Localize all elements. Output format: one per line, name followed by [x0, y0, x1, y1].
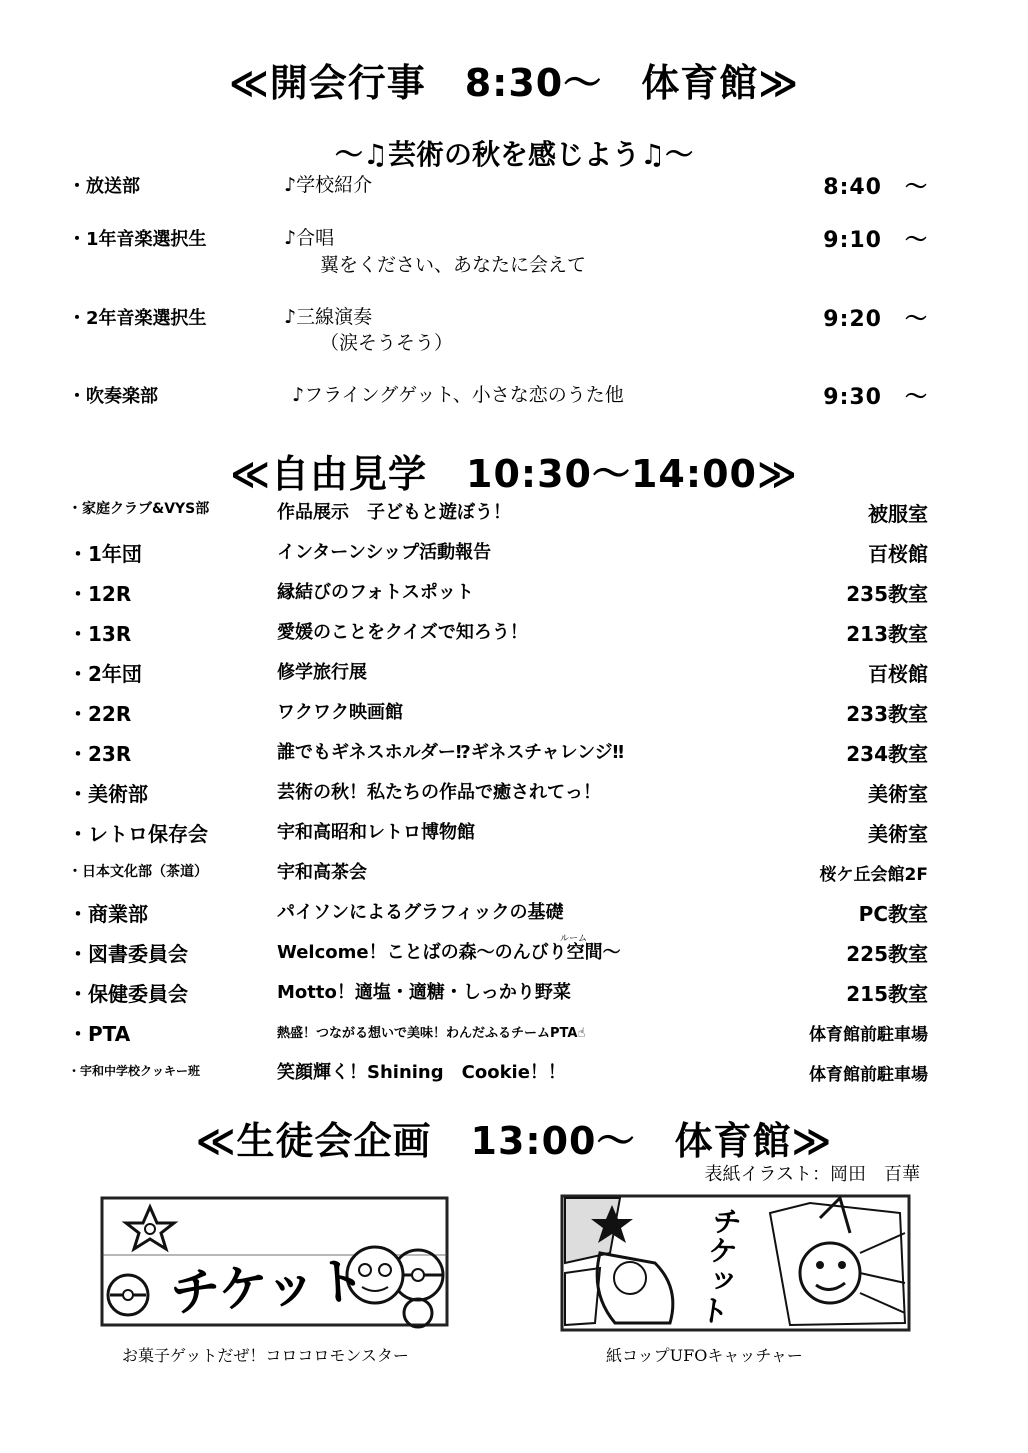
place: PC教室	[858, 902, 928, 926]
tour-row	[0, 778, 1028, 808]
place: 桜ケ丘会館2F	[819, 865, 928, 885]
place: 213教室	[846, 622, 928, 646]
place: 225教室	[846, 942, 928, 966]
group-name: ・家庭クラブ&VYS部	[68, 501, 210, 517]
place: 体育館前駐車場	[809, 1025, 928, 1045]
program-title: 宇和高昭和レトロ博物館	[277, 822, 475, 843]
place: 233教室	[846, 702, 928, 726]
place: 百桜館	[868, 542, 928, 566]
student-council-heading: ≪生徒会企画 13:00～ 体育館≫	[195, 1119, 833, 1163]
place: 215教室	[846, 982, 928, 1006]
illustration-caption-1: お菓子ゲットだぜ！コロコロモンスター	[122, 1346, 409, 1365]
group-name: ・日本文化部（茶道）	[68, 864, 208, 880]
group-name: ・吹奏楽部	[68, 386, 158, 407]
group-name: ・商業部	[68, 902, 148, 926]
tour-row	[0, 618, 1028, 648]
tour-row	[0, 938, 1028, 968]
start-time: 9:10 ～	[823, 228, 928, 253]
place: 美術室	[868, 782, 928, 806]
tour-row	[0, 658, 1028, 688]
group-name: ・美術部	[68, 782, 148, 806]
place: 美術室	[868, 822, 928, 846]
program-title: 作品展示 子どもと遊ぼう！	[277, 502, 511, 523]
program-title: 修学旅行展	[277, 662, 367, 683]
program-title: パイソンによるグラフィックの基礎	[277, 902, 564, 923]
tour-row	[0, 538, 1028, 568]
program-detail: 翼をください、あなたに会えて	[320, 254, 587, 276]
program-title: 誰でもギネスホルダー⁉ギネスチャレンジ‼	[277, 742, 624, 763]
ticket-text: チケット	[168, 1251, 368, 1323]
program-title: ワクワク映画館	[277, 702, 403, 723]
start-time: 8:40 ～	[823, 175, 928, 200]
program-title: 愛媛のことをクイズで知ろう！	[277, 622, 528, 643]
place: 被服室	[868, 502, 928, 526]
free-tour-heading: ≪自由見学 10:30～14:00≫	[230, 452, 798, 496]
ticket-illustration-2	[560, 1193, 912, 1333]
program-title: 宇和高茶会	[277, 862, 367, 883]
place: 234教室	[846, 742, 928, 766]
group-name: ・12R	[68, 582, 132, 606]
program-title: 芸術の秋！私たちの作品で癒されてっ！	[277, 782, 601, 803]
tour-row	[0, 498, 1028, 528]
group-name: ・放送部	[68, 176, 140, 197]
group-name: ・図書委員会	[68, 942, 188, 966]
program-detail: （涙そうそう）	[320, 332, 454, 354]
group-name: ・保健委員会	[68, 982, 188, 1006]
ruby-annotation: ルーム	[560, 934, 588, 944]
tour-row	[0, 1018, 1028, 1048]
program-title: ♪フライングゲット、小さな恋のうた他	[292, 384, 624, 406]
program-row	[0, 170, 1028, 200]
program-row	[0, 223, 1028, 253]
program-title: 笑顔輝く！Shining Cookie！！	[277, 1062, 566, 1083]
start-time: 9:20 ～	[823, 307, 928, 332]
program-title: Motto！適塩・適糖・しっかり野菜	[277, 982, 571, 1003]
program-title: 縁結びのフォトスポット	[277, 582, 474, 603]
group-name: ・2年音楽選択生	[68, 308, 207, 329]
tour-row	[0, 818, 1028, 848]
tour-row	[0, 978, 1028, 1008]
start-time: 9:30 ～	[823, 385, 928, 410]
group-name: ・22R	[68, 702, 132, 726]
program-row	[0, 380, 1028, 410]
group-name: ・宇和中学校クッキー班	[68, 1064, 201, 1078]
group-name: ・1年音楽選択生	[68, 229, 207, 250]
illustration-caption-2: 紙コップUFOキャッチャー	[606, 1346, 803, 1365]
tour-row	[0, 858, 1028, 888]
group-name: ・13R	[68, 622, 132, 646]
tour-row	[0, 738, 1028, 768]
group-name: ・1年団	[68, 542, 142, 566]
tour-row	[0, 578, 1028, 608]
ticket-illustration-1	[100, 1195, 450, 1330]
program-title: 熱盛！つながる想いで美味！わんだふるチームPTA☝	[277, 1026, 586, 1041]
opening-subtitle: ～♫芸術の秋を感じよう♫～	[334, 138, 694, 171]
place: 235教室	[846, 582, 928, 606]
program-title: ♪三線演奏	[284, 306, 373, 328]
place: 体育館前駐車場	[809, 1065, 928, 1085]
ticket-text: チケット	[691, 1203, 744, 1327]
program-title: インターンシップ活動報告	[277, 542, 492, 563]
group-name: ・23R	[68, 742, 132, 766]
group-name: ・レトロ保存会	[68, 822, 208, 846]
opening-heading: ≪開会行事 8:30～ 体育館≫	[228, 61, 800, 105]
place: 百桜館	[868, 662, 928, 686]
program-title: Welcome！ことばの森～のんびり空間～	[277, 942, 621, 963]
tour-row	[0, 898, 1028, 928]
program-title: ♪学校紹介	[284, 174, 373, 196]
program-title: ♪合唱	[284, 227, 335, 249]
program-row	[0, 302, 1028, 332]
tour-row	[0, 1058, 1028, 1088]
group-name: ・PTA	[68, 1022, 131, 1046]
group-name: ・2年団	[68, 662, 142, 686]
tour-row	[0, 698, 1028, 728]
illustration-credit: 表紙イラスト：岡田 百華	[704, 1164, 920, 1185]
